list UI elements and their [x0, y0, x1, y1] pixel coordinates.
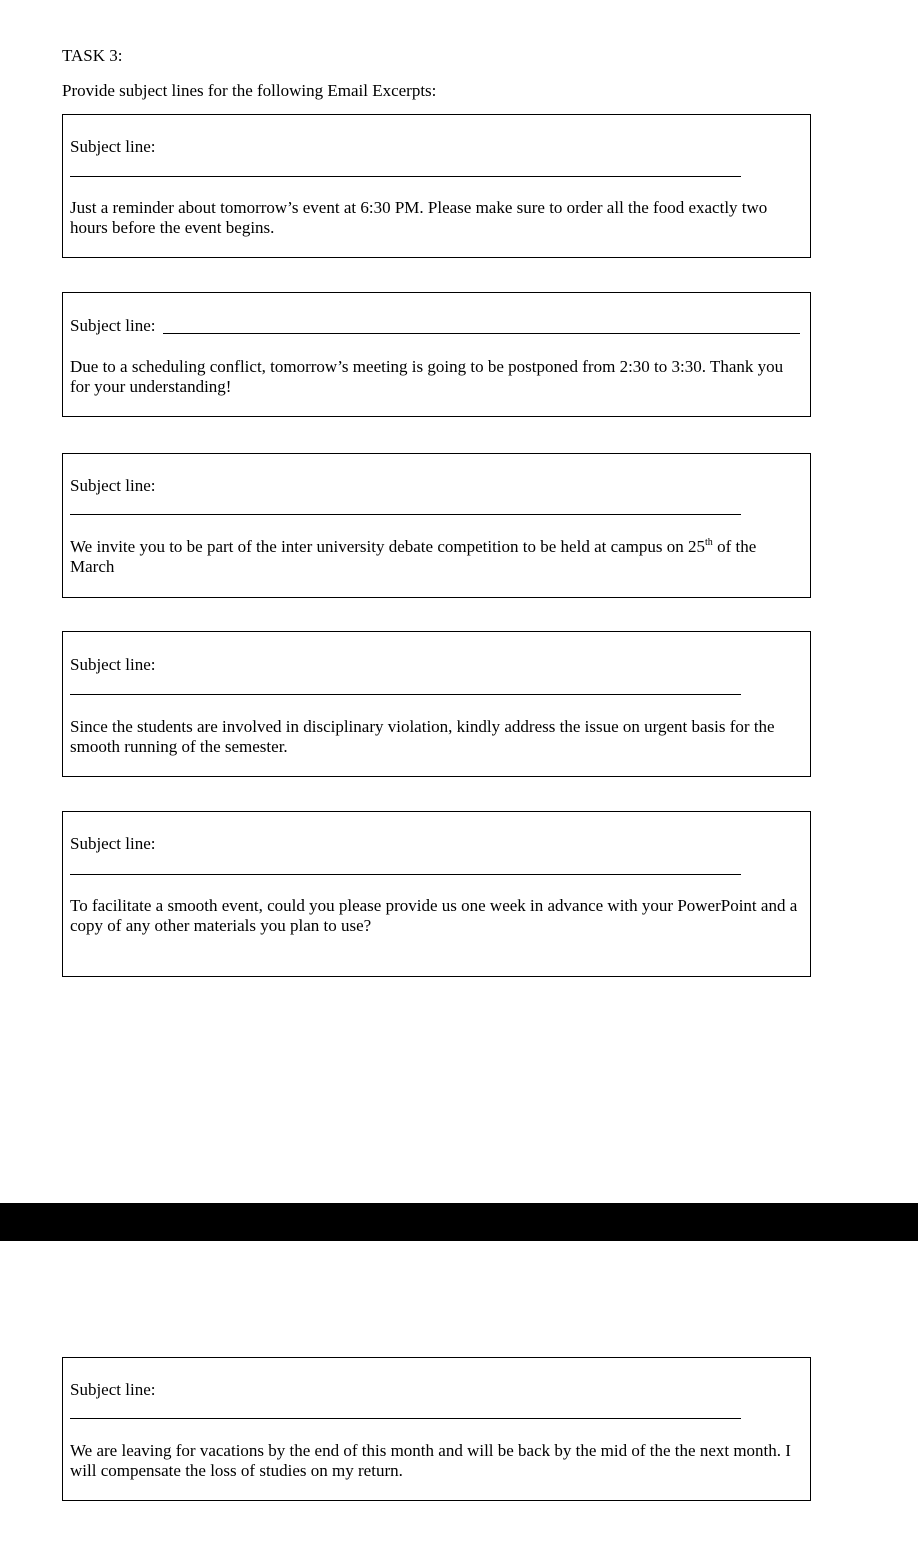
subject-line-answer-line[interactable] — [70, 514, 741, 515]
instructions: Provide subject lines for the following Email Excerpts: — [62, 81, 437, 100]
subject-line-answer-line[interactable] — [70, 694, 741, 695]
email-excerpt-text-part: We invite you to be part of the inter university debate competition to be held at campus on 25 — [70, 537, 706, 556]
subject-line-answer-line[interactable] — [70, 176, 741, 177]
subject-line-answer-line[interactable] — [70, 874, 741, 875]
email-excerpt-box-1 — [62, 114, 811, 258]
subject-line-label: Subject line: — [70, 1380, 156, 1399]
email-excerpt-box-2 — [62, 292, 811, 417]
email-excerpt-box-4 — [62, 631, 811, 777]
page-divider-band — [0, 1203, 918, 1241]
email-excerpt-box-3 — [62, 453, 811, 598]
email-excerpt-text-part: of the March — [70, 537, 757, 576]
ordinal-superscript: th — [705, 537, 713, 548]
email-excerpt-text: To facilitate a smooth event, could you please provide us one week in advance with your PowerPoint and a copy of any other materials you plan to use? — [70, 896, 798, 935]
email-excerpt-text: Just a reminder about tomorrow’s event at 6:30 PM. Please make sure to order all the food exactly two hours before the event begins. — [70, 198, 768, 237]
subject-line-label: Subject line: — [70, 655, 156, 674]
subject-line-answer-line[interactable] — [163, 333, 800, 334]
email-excerpt-text: Due to a scheduling conflict, tomorrow’s meeting is going to be postponed from 2:30 to 3:30. Thank you for your understanding! — [70, 357, 784, 396]
email-excerpt-text: We are leaving for vacations by the end of this month and will be back by the mid of the the next month. I will compensate the loss of studies on my return. — [70, 1441, 791, 1480]
email-excerpt-text — [70, 537, 802, 577]
subject-line-answer-line[interactable] — [70, 1418, 741, 1419]
email-excerpt-box-5 — [62, 811, 811, 977]
email-excerpt-box-6 — [62, 1357, 811, 1501]
subject-line-label: Subject line: — [70, 137, 156, 156]
email-excerpt-text: Since the students are involved in disciplinary violation, kindly address the issue on urgent basis for the smooth running of the semester. — [70, 717, 775, 756]
subject-line-label: Subject line: — [70, 834, 156, 853]
subject-line-label: Subject line: — [70, 476, 156, 495]
task-title: TASK 3: — [62, 46, 123, 65]
subject-line-label: Subject line: — [70, 316, 156, 335]
